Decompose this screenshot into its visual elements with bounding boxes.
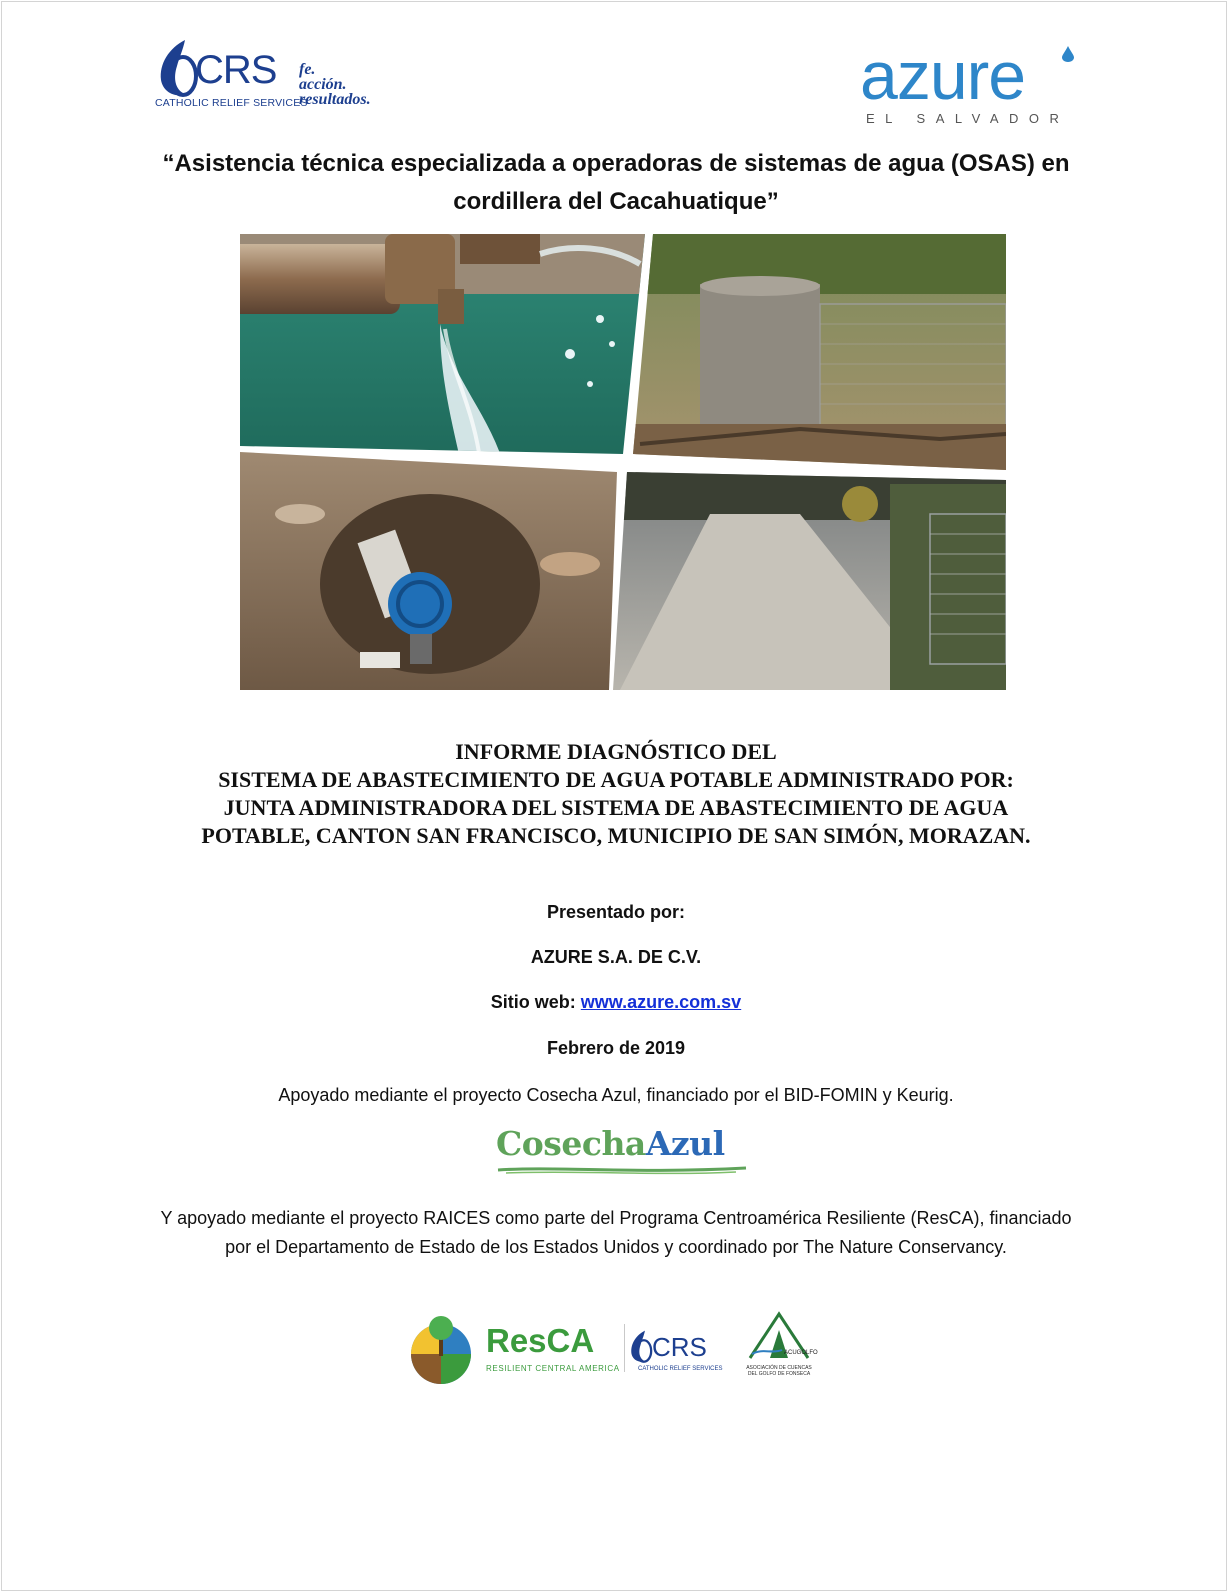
acugolfo-mountain-icon [746,1310,818,1362]
acugolfo-subtitle: ASOCIACIÓN DE CUENCAS DEL GOLFO DE FONSECA [746,1365,812,1377]
crs-subtitle: CATHOLIC RELIEF SERVICES [155,97,308,109]
support-line: Apoyado mediante el proyecto Cosecha Azul, financiado por el BID-FOMIN y Keurig. [278,1085,954,1105]
cosecha-azul-logo [496,1124,750,1176]
website-label: Sitio web: [490,992,576,1012]
crs-letters: CRS [195,48,277,92]
azure-logo [860,40,1085,130]
support-paragraph: Y apoyado mediante el proyecto RAICES como parte del Programa Centroamérica Resiliente (ResCA), financiado por el Departamento de Estado de los Estados Unidos y coordinado por The Nature Conservancy. [160,1208,1072,1257]
cosecha-word: Cosecha [496,1124,646,1163]
cosecha-azul-wordmark [496,1124,725,1163]
azure-wordmark: azure [860,38,1026,114]
crs-tagline-line: fe. [299,61,316,78]
report-heading-line: POTABLE, CANTON SAN FRANCISCO, MUNICIPIO DE SAN SIMÓN, MORAZAN. [201,823,1031,848]
photo-road [610,470,1010,692]
crs-footer-subtitle: CATHOLIC RELIEF SERVICES [638,1366,723,1372]
document-title: “Asistencia técnica especializada a operadoras de sistemas de agua (OSAS) en cordillera del Cacahuatique” [162,150,1070,215]
azul-word: Azul [645,1124,725,1163]
acugolfo-wordmark: ACUGOLFO [784,1350,818,1356]
website-link[interactable]: www.azure.com.sv [580,992,742,1012]
crs-flame-icon [628,1328,654,1366]
crs-logo [155,38,405,118]
crs-footer-letters: CRS [652,1332,707,1362]
resca-subtitle: RESILIENT CENTRAL AMERICA [486,1364,620,1373]
report-heading [100,738,1132,850]
photo-collage [240,234,1006,690]
photo-valve [240,449,620,694]
resca-emblem-icon [408,1314,474,1386]
photo-pipe-water [230,234,650,459]
report-heading-line: SISTEMA DE ABASTECIMIENTO DE AGUA POTABLE ADMINISTRADO POR: [218,767,1014,792]
grass-underline-icon [496,1164,750,1176]
footer-logos [408,1310,824,1388]
crs-tagline-line: acción. [299,76,347,93]
resca-wordmark: ResCA [486,1322,595,1359]
company-name: AZURE S.A. DE C.V. [530,947,702,967]
photo-water-tank [630,234,1010,474]
presented-by-label: Presentado por: [546,902,686,922]
website-line [100,990,1132,1014]
report-date: Febrero de 2019 [546,1038,686,1058]
azure-country: EL SALVADOR [866,111,1070,126]
report-heading-line: INFORME DIAGNÓSTICO DEL [455,739,777,764]
crs-tagline [299,62,371,107]
report-heading-line: JUNTA ADMINISTRADORA DEL SISTEMA DE ABASTECIMIENTO DE AGUA [223,795,1009,820]
logo-divider [624,1324,625,1372]
water-drop-icon [1062,46,1074,62]
crs-tagline-line: resultados. [299,91,371,108]
